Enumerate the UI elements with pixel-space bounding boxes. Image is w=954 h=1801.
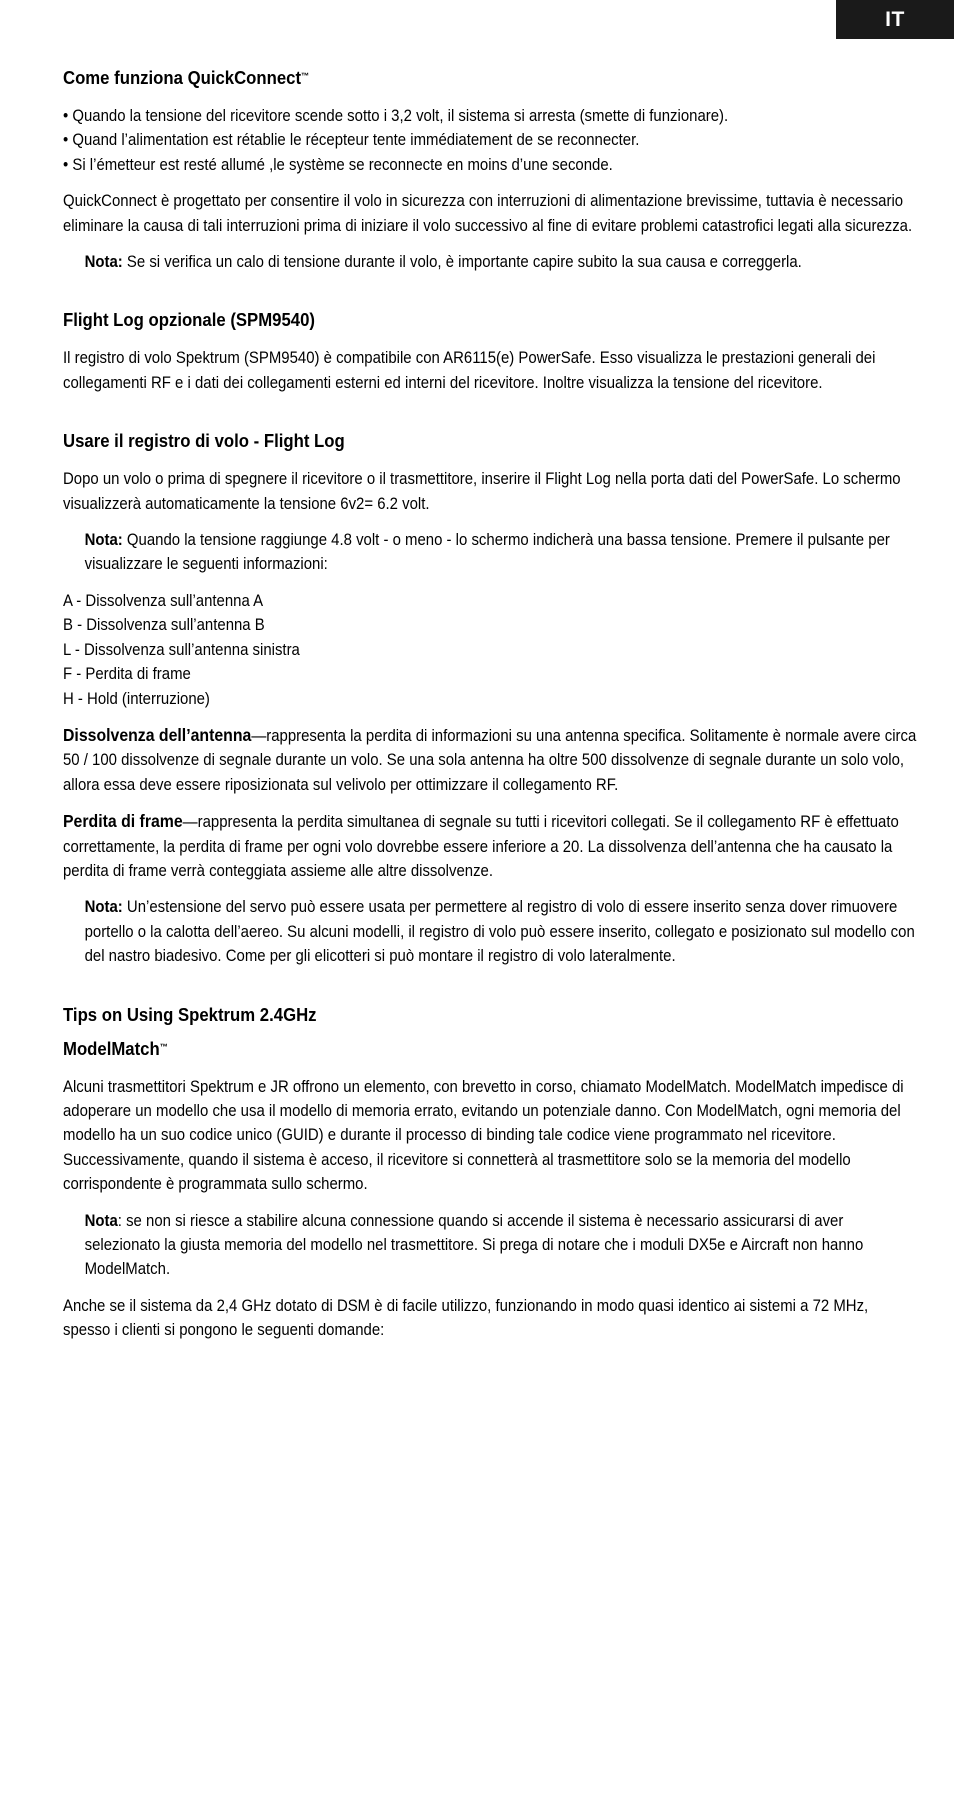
- heading-using-flight-log: Usare il registro di volo - Flight Log: [63, 430, 345, 452]
- definition-antenna-fade: [63, 723, 918, 797]
- list-item: B - Dissolvenza sull’antenna B: [63, 615, 265, 635]
- note-label: Nota:: [84, 252, 123, 272]
- note-low-voltage: [63, 528, 918, 577]
- list-item: H - Hold (interruzione): [63, 688, 210, 708]
- heading-text: Come funziona QuickConnect: [63, 67, 302, 88]
- note-text: Se si verifica un calo di tensione durante il volo, è importante capire subito la sua causa e correggerla.: [122, 252, 802, 272]
- note-label: Nota: [84, 1210, 118, 1230]
- list-item: L - Dissolvenza sull’antenna sinistra: [63, 639, 300, 659]
- note-modelmatch: [63, 1209, 918, 1282]
- list-item: • Si l’émetteur est resté allumé ,le système se reconnecte en moins d’une seconde.: [63, 153, 918, 177]
- heading-tips-spektrum: Tips on Using Spektrum 2.4GHz: [63, 1003, 317, 1025]
- definition-frame-loss: [63, 809, 918, 883]
- trademark-mark: ™: [301, 71, 310, 81]
- list-item: • Quando la tensione del ricevitore scende sotto i 3,2 volt, il sistema si arresta (smette di funzionare).: [63, 104, 918, 128]
- note-text: Un’estensione del servo può essere usata per permettere al registro di volo di essere inserito senza dover rimuovere portello o la calotta dell’aereo. Su alcuni modelli, il registro di volo può essere inserito, collegato e posizionato sul modello con del nastro biadesivo. Come per gli elicotteri si può montare il registro di volo lateralmente.: [84, 897, 915, 966]
- note-label: Nota:: [84, 897, 123, 917]
- definition-text: —rappresenta la perdita simultanea di segnale su tutti i ricevitori collegati. Se il collegamento RF è effettuato correttamente, la perdita di frame per ogni volo dovrebbe essere inferiore a 20. La dissolvenza dell’antenna che ha causato la perdita di frame verrà conteggiata assieme alle altre dissolvenze.: [63, 812, 899, 880]
- list-item: • Quand l’alimentation est rétablie le récepteur tente immédiatement de se reconnecter.: [63, 128, 918, 152]
- modelmatch-paragraph: Alcuni trasmettitori Spektrum e JR offrono un elemento, con brevetto in corso, chiamato ModelMatch. ModelMatch impedisce di adoperare un modello che usa il modello di memoria errato, evitando un potenziale danno. Con ModelMatch, ogni memoria del modello ha un suo codice unico (GUID) e durante il processo di binding tale codice viene programmato nel ricevitore. Successivamente, quando il sistema è acceso, il ricevitore si connetterà al trasmettitore solo se la memoria del modello corrispondente è programmata sullo schermo.: [63, 1076, 904, 1194]
- definition-text: —rappresenta la perdita di informazioni su una antenna specifica. Solitamente è normale avere circa 50 / 100 dissolvenze di segnale durante un volo. Se una sola antenna ha oltre 500 dissolvenze di segnale durante un solo volo, allora essa deve essere riposizionata sul velivolo per ottimizzare il collegamento RF.: [63, 725, 917, 794]
- note-text: : se non si riesce a stabilire alcuna connessione quando si accende il sistema è necessario assicurarsi di aver selezionato la giusta memoria del modello nel trasmettitore. Si prega di notare che i moduli DX5e e Aircraft non hanno ModelMatch.: [84, 1210, 864, 1279]
- definition-term: Dissolvenza dell’antenna: [63, 724, 252, 745]
- heading-modelmatch: [63, 1035, 918, 1063]
- note-text: Quando la tensione raggiunge 4.8 volt - o meno - lo schermo indicherà una bassa tensione. Premere il pulsante per visualizzare le seguenti informazioni:: [84, 530, 890, 574]
- dsm-paragraph: Anche se il sistema da 2,4 GHz dotato di DSM è di facile utilizzo, funzionando in modo quasi identico ai sistemi a 72 MHz, spesso i clienti si pongono le seguenti domande:: [63, 1295, 869, 1340]
- quickconnect-paragraph: QuickConnect è progettato per consentire il volo in sicurezza con interruzioni di alimentazione brevissime, tuttavia è necessario eliminare la causa di tali interruzioni prima di iniziare il volo successivo al fine di evitare problemi catastrofici legati alla sicurezza.: [63, 191, 913, 235]
- heading-flight-log: Flight Log opzionale (SPM9540): [63, 309, 315, 331]
- note-servo-extension: [63, 895, 918, 968]
- heading-text: ModelMatch: [63, 1037, 160, 1059]
- trademark-mark: ™: [159, 1041, 168, 1052]
- flight-log-codes: [63, 589, 918, 711]
- note-quickconnect: [63, 250, 918, 274]
- note-label: Nota:: [84, 530, 123, 550]
- heading-quickconnect: [63, 64, 918, 92]
- quickconnect-bullets: [63, 104, 918, 177]
- flight-log-paragraph: Il registro di volo Spektrum (SPM9540) è compatibile con AR6115(e) PowerSafe. Esso visualizza le prestazioni generali dei collegamenti RF e i dati dei collegamenti esterni ed interni del ricevitore. Inoltre visualizza la tensione del ricevitore.: [63, 348, 876, 392]
- list-item: A - Dissolvenza sull’antenna A: [63, 590, 264, 610]
- using-flight-log-paragraph: Dopo un volo o prima di spegnere il ricevitore o il trasmettitore, inserire il Flight Log nella porta dati del PowerSafe. Lo schermo visualizzerà automaticamente la tensione 6v2= 6.2 volt.: [63, 469, 901, 513]
- definition-term: Perdita di frame: [63, 811, 183, 832]
- page-content: [63, 64, 918, 1343]
- list-item: F - Perdita di frame: [63, 664, 191, 684]
- language-tab: IT: [836, 0, 954, 39]
